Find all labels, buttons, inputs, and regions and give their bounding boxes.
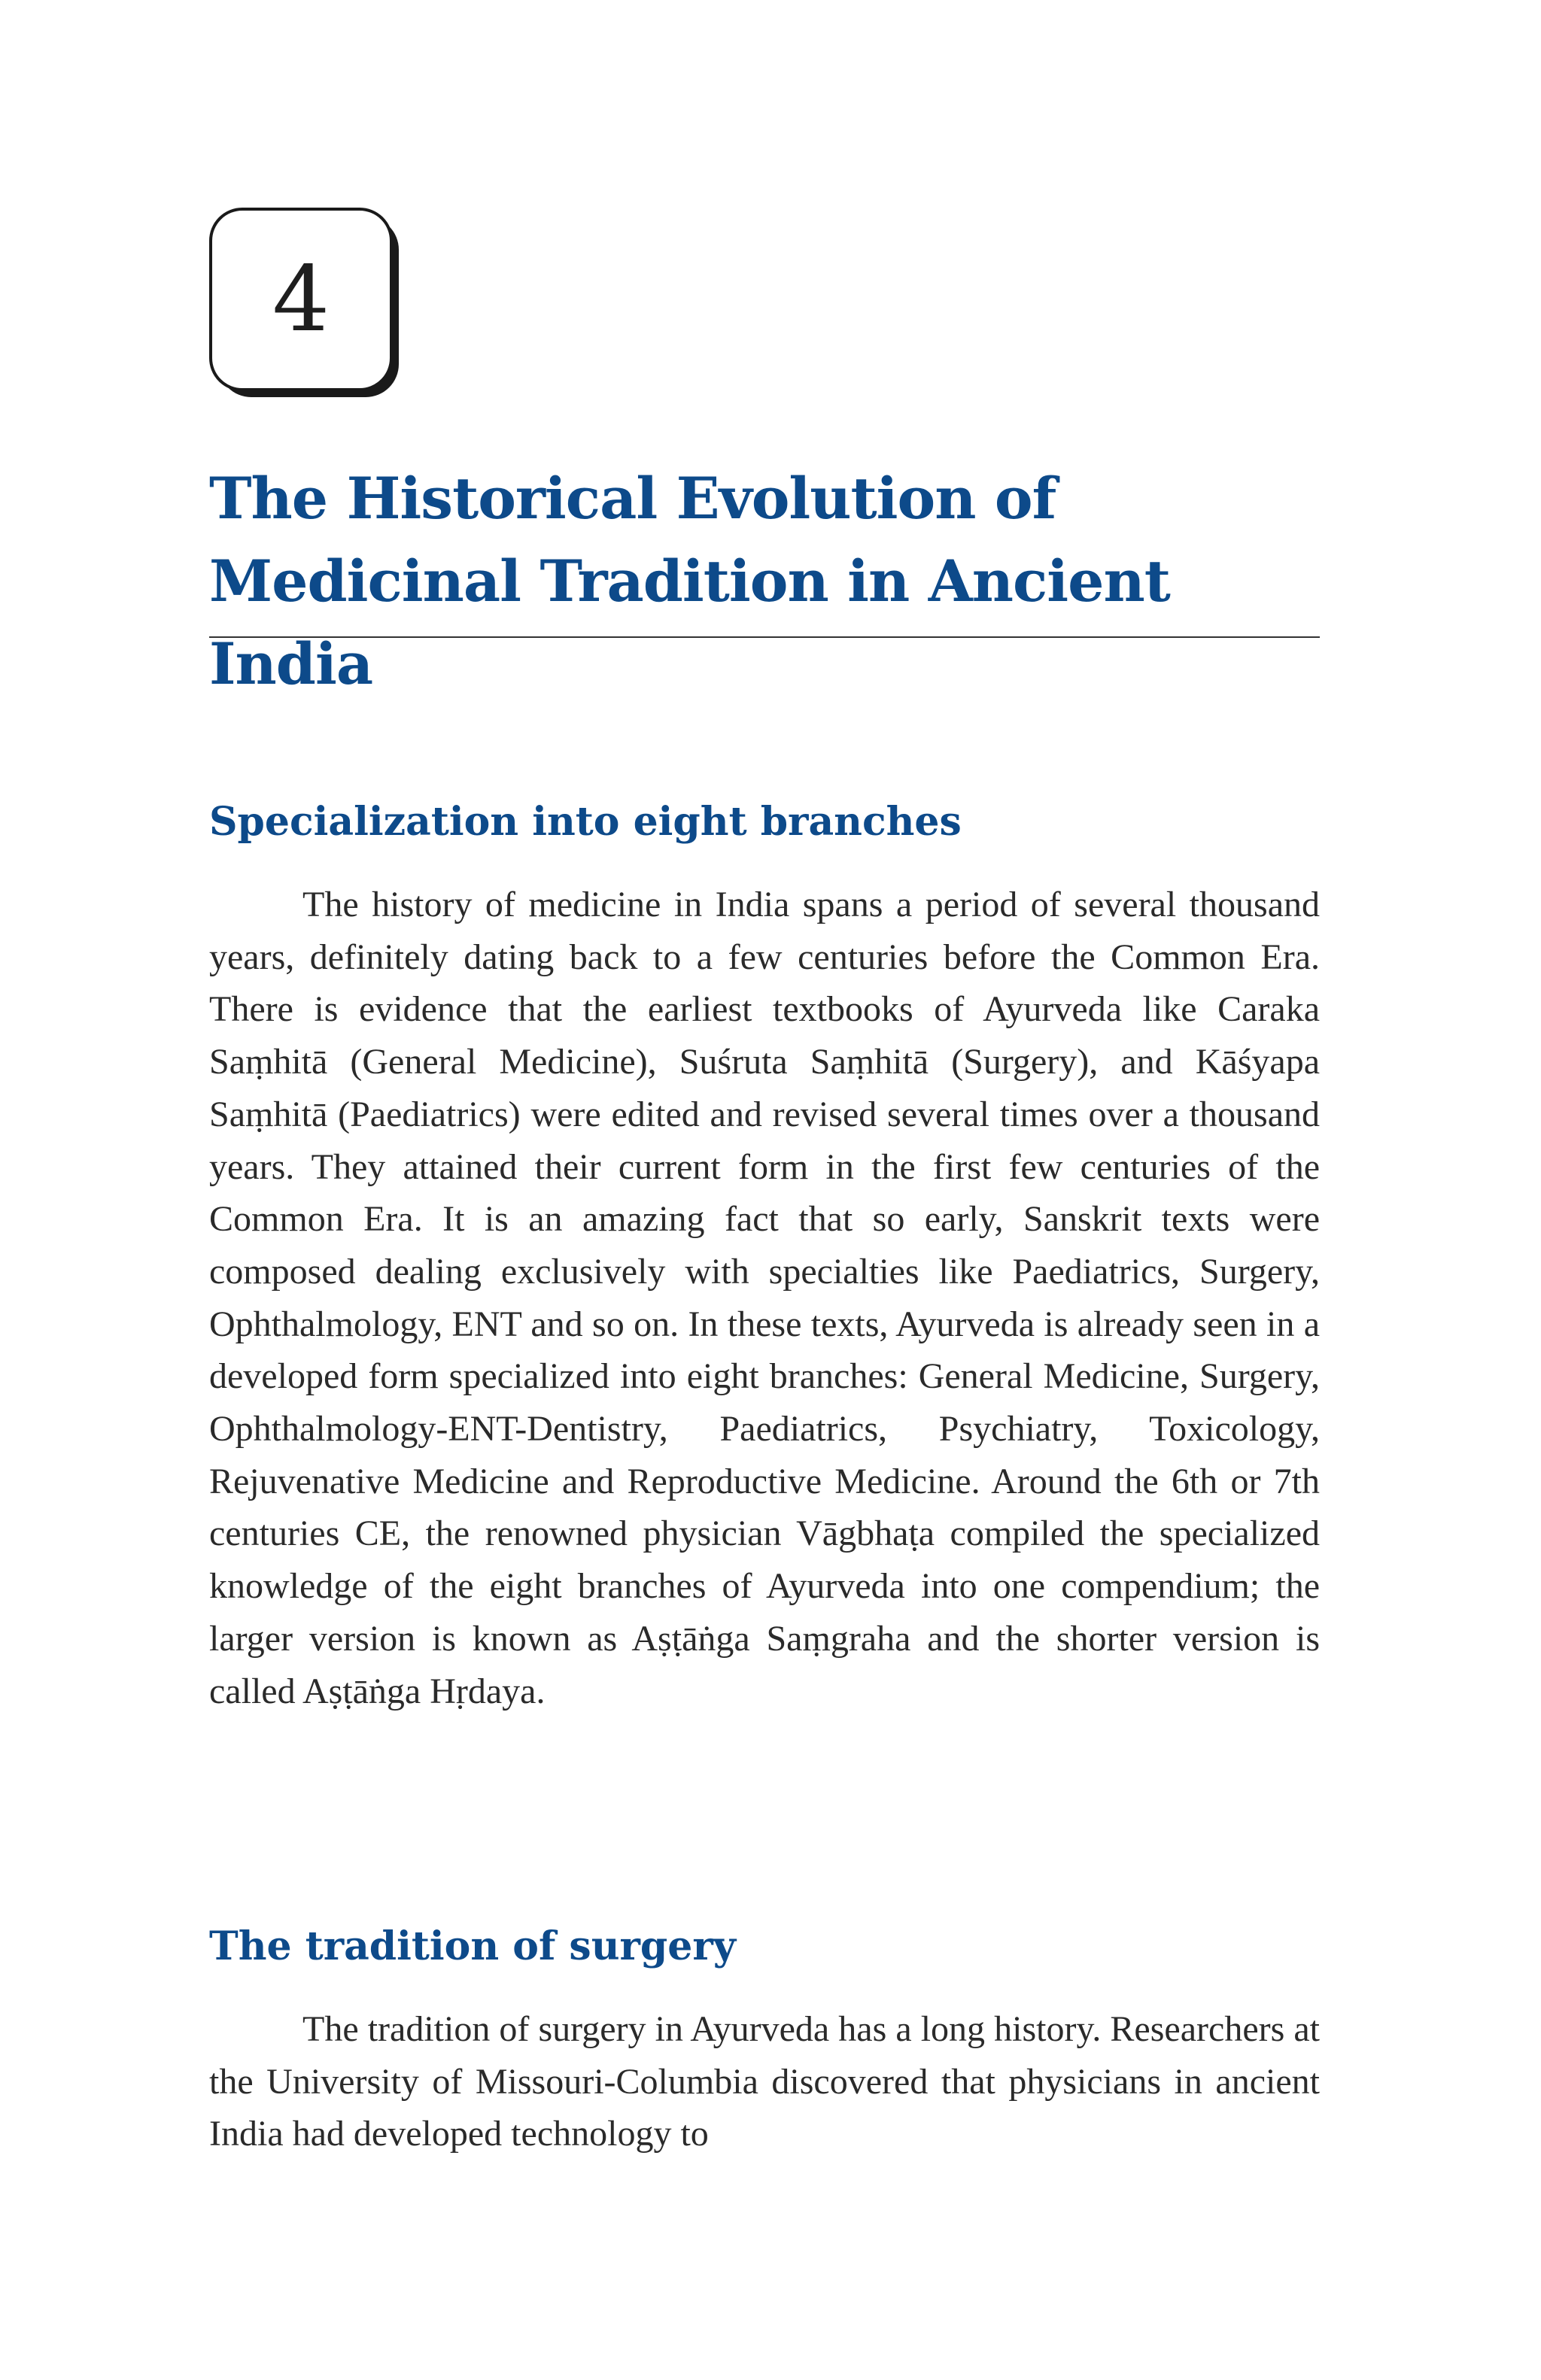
section-paragraph-surgery: The tradition of surgery in Ayurveda has a long history. Researchers at the University of Missouri-Columbia discovered that physicians in ancient India had developed technology to (209, 2009, 1320, 2154)
chapter-number: 4 (209, 208, 393, 391)
title-divider (209, 636, 1320, 638)
section-heading-specialization: Specialization into eight branches (209, 799, 962, 845)
chapter-number-badge (209, 208, 402, 400)
chapter-title: The Historical Evolution of Medicinal Tradition in Ancient India (209, 465, 1170, 697)
section-heading-surgery: The tradition of surgery (209, 1923, 736, 1969)
section-paragraph-specialization: The history of medicine in India spans a period of several thousand years, definitely dating back to a few centuries before the Common Era. There is evidence that the earliest textbooks of Ayurveda like Caraka Saṃhitā (General Medicine), Suśruta Saṃhitā (Surgery), and Kāśyapa Saṃhitā (Paediatrics) were edited and revised several times over a thousand years. They attained their current form in the first few centuries of the Common Era. It is an amazing fact that so early, Sanskrit texts were composed dealing exclusively with specialties like Paediatrics, Surgery, Ophthalmology, ENT and so on. In these texts, Ayurveda is already seen in a developed form specialized into eight branches: General Medicine, Surgery, Ophthalmology-ENT-Dentistry, Paediatrics, Psychiatry, Toxicology, Rejuvenative Medicine and Reproductive Medicine. Around the 6th or 7th centuries CE, the renowned physician Vāgbhaṭa compiled the specialized knowledge of the eight branches of Ayurveda into one compendium; the larger version is known as Aṣṭāṅga Saṃgraha and the shorter version is called Aṣṭāṅga Hṛdaya. (209, 885, 1320, 1711)
